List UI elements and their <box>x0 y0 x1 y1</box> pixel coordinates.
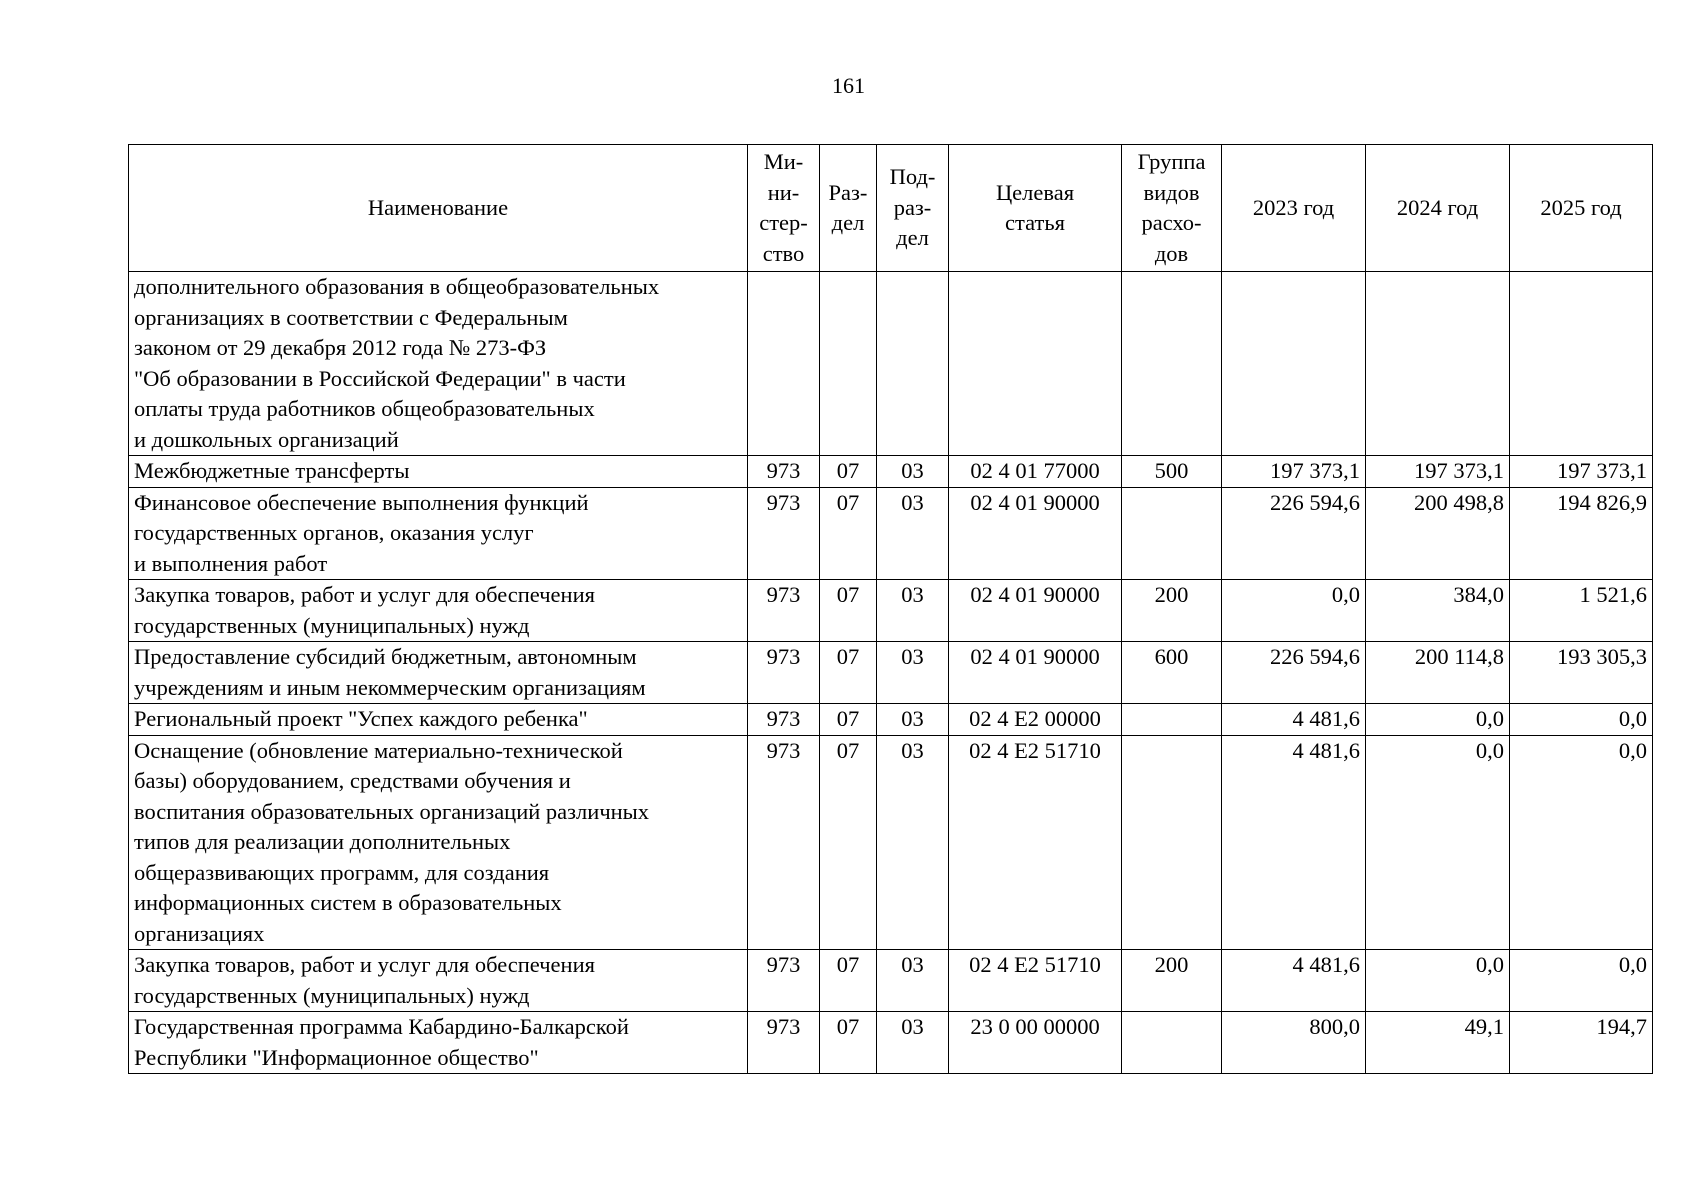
cell-expense-group: 600 <box>1122 642 1222 704</box>
cell-section <box>820 272 877 456</box>
cell-year-2023: 0,0 <box>1222 580 1366 642</box>
cell-expense-group <box>1122 487 1222 580</box>
cell-year-2023: 226 594,6 <box>1222 487 1366 580</box>
header-year-2023: 2023 год <box>1222 145 1366 272</box>
cell-target-article: 02 4 01 90000 <box>949 580 1122 642</box>
cell-year-2025: 0,0 <box>1510 950 1653 1012</box>
cell-ministry: 973 <box>748 456 820 488</box>
table-row <box>129 950 1653 1012</box>
cell-expense-group <box>1122 272 1222 456</box>
cell-ministry: 973 <box>748 704 820 736</box>
cell-year-2023: 4 481,6 <box>1222 704 1366 736</box>
cell-subsection: 03 <box>877 735 949 950</box>
cell-section: 07 <box>820 580 877 642</box>
cell-subsection: 03 <box>877 580 949 642</box>
cell-year-2025: 194 826,9 <box>1510 487 1653 580</box>
cell-target-article: 02 4 E2 51710 <box>949 950 1122 1012</box>
table-row <box>129 735 1653 950</box>
cell-year-2024 <box>1366 272 1510 456</box>
cell-name: Межбюджетные трансферты <box>129 456 748 488</box>
cell-year-2023 <box>1222 272 1366 456</box>
cell-year-2023: 800,0 <box>1222 1012 1366 1074</box>
header-subsection: Под- раз- дел <box>877 145 949 272</box>
budget-table <box>128 144 1653 1074</box>
cell-subsection: 03 <box>877 456 949 488</box>
cell-name: Оснащение (обновление материально-технической базы) оборудованием, средствами обучения и воспитания образовательных организаций различных типов для реализации дополнительных общеразвивающих программ, для создания информационных систем в образовательных организациях <box>129 735 748 950</box>
table-row <box>129 1012 1653 1074</box>
header-name: Наименование <box>129 145 748 272</box>
cell-year-2025: 193 305,3 <box>1510 642 1653 704</box>
cell-target-article: 02 4 01 90000 <box>949 487 1122 580</box>
cell-section: 07 <box>820 456 877 488</box>
table-row <box>129 456 1653 488</box>
cell-expense-group <box>1122 1012 1222 1074</box>
cell-name: дополнительного образования в общеобразовательных организациях в соответствии с Федеральным законом от 29 декабря 2012 года № 273-ФЗ "Об образовании в Российской Федерации" в части оплаты труда работников общеобразовательных и дошкольных организаций <box>129 272 748 456</box>
cell-target-article: 02 4 01 90000 <box>949 642 1122 704</box>
header-year-2025: 2025 год <box>1510 145 1653 272</box>
cell-ministry <box>748 272 820 456</box>
header-section: Раз- дел <box>820 145 877 272</box>
cell-ministry: 973 <box>748 950 820 1012</box>
table-body <box>129 272 1653 1074</box>
cell-subsection: 03 <box>877 950 949 1012</box>
page-number: 161 <box>832 73 865 98</box>
cell-subsection: 03 <box>877 1012 949 1074</box>
cell-year-2024: 0,0 <box>1366 735 1510 950</box>
cell-ministry: 973 <box>748 642 820 704</box>
cell-target-article: 02 4 01 77000 <box>949 456 1122 488</box>
cell-year-2024: 0,0 <box>1366 704 1510 736</box>
table-row <box>129 704 1653 736</box>
cell-year-2025: 0,0 <box>1510 704 1653 736</box>
cell-year-2024: 200 114,8 <box>1366 642 1510 704</box>
cell-target-article: 02 4 E2 00000 <box>949 704 1122 736</box>
cell-expense-group: 500 <box>1122 456 1222 488</box>
cell-expense-group: 200 <box>1122 580 1222 642</box>
cell-target-article <box>949 272 1122 456</box>
cell-year-2023: 197 373,1 <box>1222 456 1366 488</box>
cell-subsection: 03 <box>877 704 949 736</box>
cell-name: Предоставление субсидий бюджетным, автономным учреждениям и иным некоммерческим организациям <box>129 642 748 704</box>
cell-expense-group <box>1122 704 1222 736</box>
cell-year-2024: 197 373,1 <box>1366 456 1510 488</box>
cell-target-article: 23 0 00 00000 <box>949 1012 1122 1074</box>
table-header <box>129 145 1653 272</box>
cell-year-2024: 200 498,8 <box>1366 487 1510 580</box>
cell-name: Закупка товаров, работ и услуг для обеспечения государственных (муниципальных) нужд <box>129 580 748 642</box>
cell-section: 07 <box>820 950 877 1012</box>
cell-year-2024: 0,0 <box>1366 950 1510 1012</box>
header-ministry: Ми- ни- стер- ство <box>748 145 820 272</box>
cell-section: 07 <box>820 642 877 704</box>
cell-name: Финансовое обеспечение выполнения функций государственных органов, оказания услуг и выполнения работ <box>129 487 748 580</box>
table-row <box>129 487 1653 580</box>
header-expense-group: Группа видов расхо- дов <box>1122 145 1222 272</box>
cell-year-2024: 49,1 <box>1366 1012 1510 1074</box>
cell-year-2023: 4 481,6 <box>1222 735 1366 950</box>
cell-name: Государственная программа Кабардино-Балкарской Республики "Информационное общество" <box>129 1012 748 1074</box>
cell-section: 07 <box>820 1012 877 1074</box>
table-row <box>129 642 1653 704</box>
cell-section: 07 <box>820 487 877 580</box>
cell-name: Закупка товаров, работ и услуг для обеспечения государственных (муниципальных) нужд <box>129 950 748 1012</box>
cell-year-2023: 226 594,6 <box>1222 642 1366 704</box>
cell-section: 07 <box>820 704 877 736</box>
cell-ministry: 973 <box>748 487 820 580</box>
cell-subsection: 03 <box>877 642 949 704</box>
cell-year-2025: 1 521,6 <box>1510 580 1653 642</box>
cell-year-2024: 384,0 <box>1366 580 1510 642</box>
cell-target-article: 02 4 E2 51710 <box>949 735 1122 950</box>
header-target-article: Целевая статья <box>949 145 1122 272</box>
cell-year-2025 <box>1510 272 1653 456</box>
cell-expense-group <box>1122 735 1222 950</box>
cell-year-2025: 197 373,1 <box>1510 456 1653 488</box>
cell-subsection: 03 <box>877 487 949 580</box>
cell-expense-group: 200 <box>1122 950 1222 1012</box>
header-year-2024: 2024 год <box>1366 145 1510 272</box>
cell-section: 07 <box>820 735 877 950</box>
cell-subsection <box>877 272 949 456</box>
table-row <box>129 272 1653 456</box>
cell-ministry: 973 <box>748 580 820 642</box>
cell-ministry: 973 <box>748 1012 820 1074</box>
cell-year-2023: 4 481,6 <box>1222 950 1366 1012</box>
table-row <box>129 580 1653 642</box>
cell-year-2025: 194,7 <box>1510 1012 1653 1074</box>
cell-ministry: 973 <box>748 735 820 950</box>
cell-year-2025: 0,0 <box>1510 735 1653 950</box>
cell-name: Региональный проект "Успех каждого ребенка" <box>129 704 748 736</box>
